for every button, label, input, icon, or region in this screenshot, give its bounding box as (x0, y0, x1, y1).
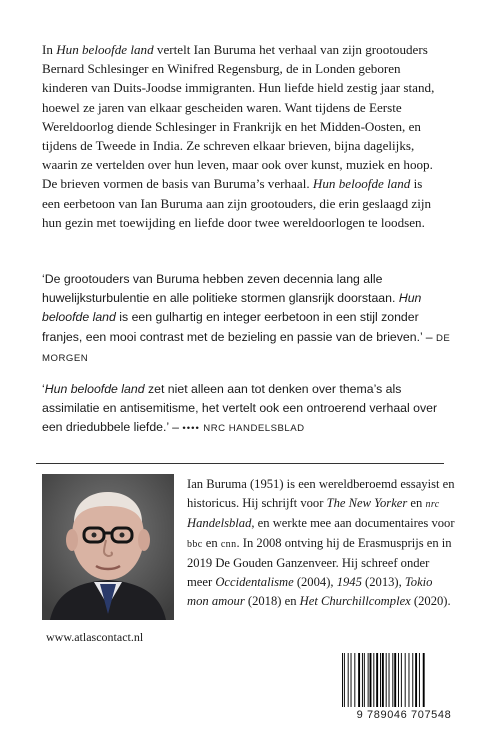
barcode-bar (368, 653, 369, 707)
review-quote-nrc (42, 380, 454, 439)
bio-text: (2020). (410, 594, 451, 609)
barcode-bar (362, 653, 363, 707)
blurb-text: In (42, 42, 57, 57)
barcode-bar (354, 653, 355, 707)
broadcaster-abbr: cnn (220, 538, 237, 550)
bio-text: Ian Buruma (1951) is een wereldberoemd essayist en historicus. Hij schrijft voor (187, 477, 455, 511)
barcode-bar (386, 653, 387, 707)
barcode-bar (394, 653, 396, 707)
bio-text: (2004), (293, 575, 337, 590)
quote-text: is een gulhartig en integer eerbetoon in een stijl zonder franjes, een mooi contrast met de bezieling en passie van de brieven.’ (42, 310, 423, 344)
quote-text: ‘ (42, 382, 45, 396)
barcode-bar (348, 653, 349, 707)
book-title: Hun beloofde land (312, 176, 411, 192)
book-title: Hun beloofde land (42, 291, 422, 325)
barcode (338, 653, 470, 707)
barcode-bar (415, 653, 417, 707)
bio-text: , en werkte mee aan documentaires voor (251, 516, 455, 531)
author-portrait (42, 474, 174, 620)
author-portrait-icon (42, 474, 174, 620)
bio-text: en (202, 535, 221, 550)
review-quote-de-morgen (42, 270, 454, 368)
bio-text: (2013), (361, 575, 405, 590)
barcode-bar (364, 653, 365, 707)
blurb-text: vertelt Ian Buruma het verhaal van zijn grootouders Bernard Schlesinger en Winifred Regensburg, de in Londen geboren kinderen van Duits-Joodse immigranten. Hun liefde hield zestig jaar stand, hoewel ze jaren van elkaar gescheiden waren. Want tijdens de Eerste Wereldoorlog diende Schlesinger in Frankrijk en het Midden-Oosten, en tijdens de Tweede in India. Ze schreven elkaar brieven, bijna dagelijks, waarin ze vertelden over hun leven, maar ook over kunst, muziek en hoop. De brieven vormen de basis van Buruma’s verhaal. (42, 42, 435, 192)
barcode-bar (423, 653, 425, 707)
barcode-bar (376, 653, 378, 707)
quote-source: NRC HANDELSBLAD (203, 423, 305, 435)
barcode-bar (412, 653, 413, 707)
section-divider (36, 463, 444, 464)
bio-text: en (407, 496, 426, 511)
rating-dots: •••• (182, 423, 200, 435)
bio-text: (2018) en (244, 594, 300, 609)
quote-dash: – (168, 420, 183, 435)
barcode-bar (389, 653, 390, 707)
book-title: Occidentalisme (215, 575, 294, 590)
barcode-bar (351, 653, 352, 707)
book-title: 1945 (336, 575, 362, 590)
publisher-website[interactable]: www.atlascontact.nl (46, 630, 144, 644)
barcode-bar (344, 653, 345, 707)
barcode-bar (409, 653, 410, 707)
broadcaster-abbr: bbc (187, 538, 203, 550)
isbn-number: 9 789046 707548 (356, 709, 452, 721)
book-blurb (42, 40, 442, 232)
barcode-bar (401, 653, 402, 707)
book-title: Hun beloofde land (56, 42, 154, 57)
barcode-bar (380, 653, 381, 707)
barcode-bar (358, 653, 360, 707)
quote-text: ‘De grootouders van Buruma hebben zeven decennia lang alle huwelijksturbulentie en alle politieke stormen glansrijk doorstaan. (42, 272, 399, 306)
barcode-bar (342, 653, 343, 707)
blurb-text: is een eerbetoon van Ian Buruma aan zijn grootouders, die erin geslaagd zijn hun gezin met toewijding en liefde door twee wereldoorlogen te loodsen. (42, 176, 432, 230)
barcode-bar (370, 653, 372, 707)
quote-dash: – (422, 329, 436, 344)
publication-abbr: nrc (425, 499, 440, 511)
book-title: Hun beloofde land (44, 382, 145, 396)
bio-text: . In 2008 ontving hij de Erasmusprijs en in 2019 De Gouden Ganzenveer. Hij schreef onder meer (187, 535, 452, 590)
author-bio (187, 475, 457, 611)
barcode-bar (405, 653, 406, 707)
quote-text: zet niet alleen aan tot denken over thema’s als assimilatie en antisemitisme, het vertelt ook een ontroerend verhaal over een driedubbele liefde.’ (42, 382, 438, 435)
publication-title: The New Yorker (326, 496, 408, 511)
barcode-bar (398, 653, 399, 707)
quote-source: DE MORGEN (42, 332, 451, 364)
publication-title: Handelsblad (187, 516, 252, 531)
barcode-bar (392, 653, 393, 707)
book-title: Het Churchillcomplex (299, 594, 411, 609)
barcode-bar (419, 653, 420, 707)
barcode-bar (373, 653, 374, 707)
book-title: Tokio mon amour (187, 575, 433, 609)
barcode-bar (382, 653, 384, 707)
